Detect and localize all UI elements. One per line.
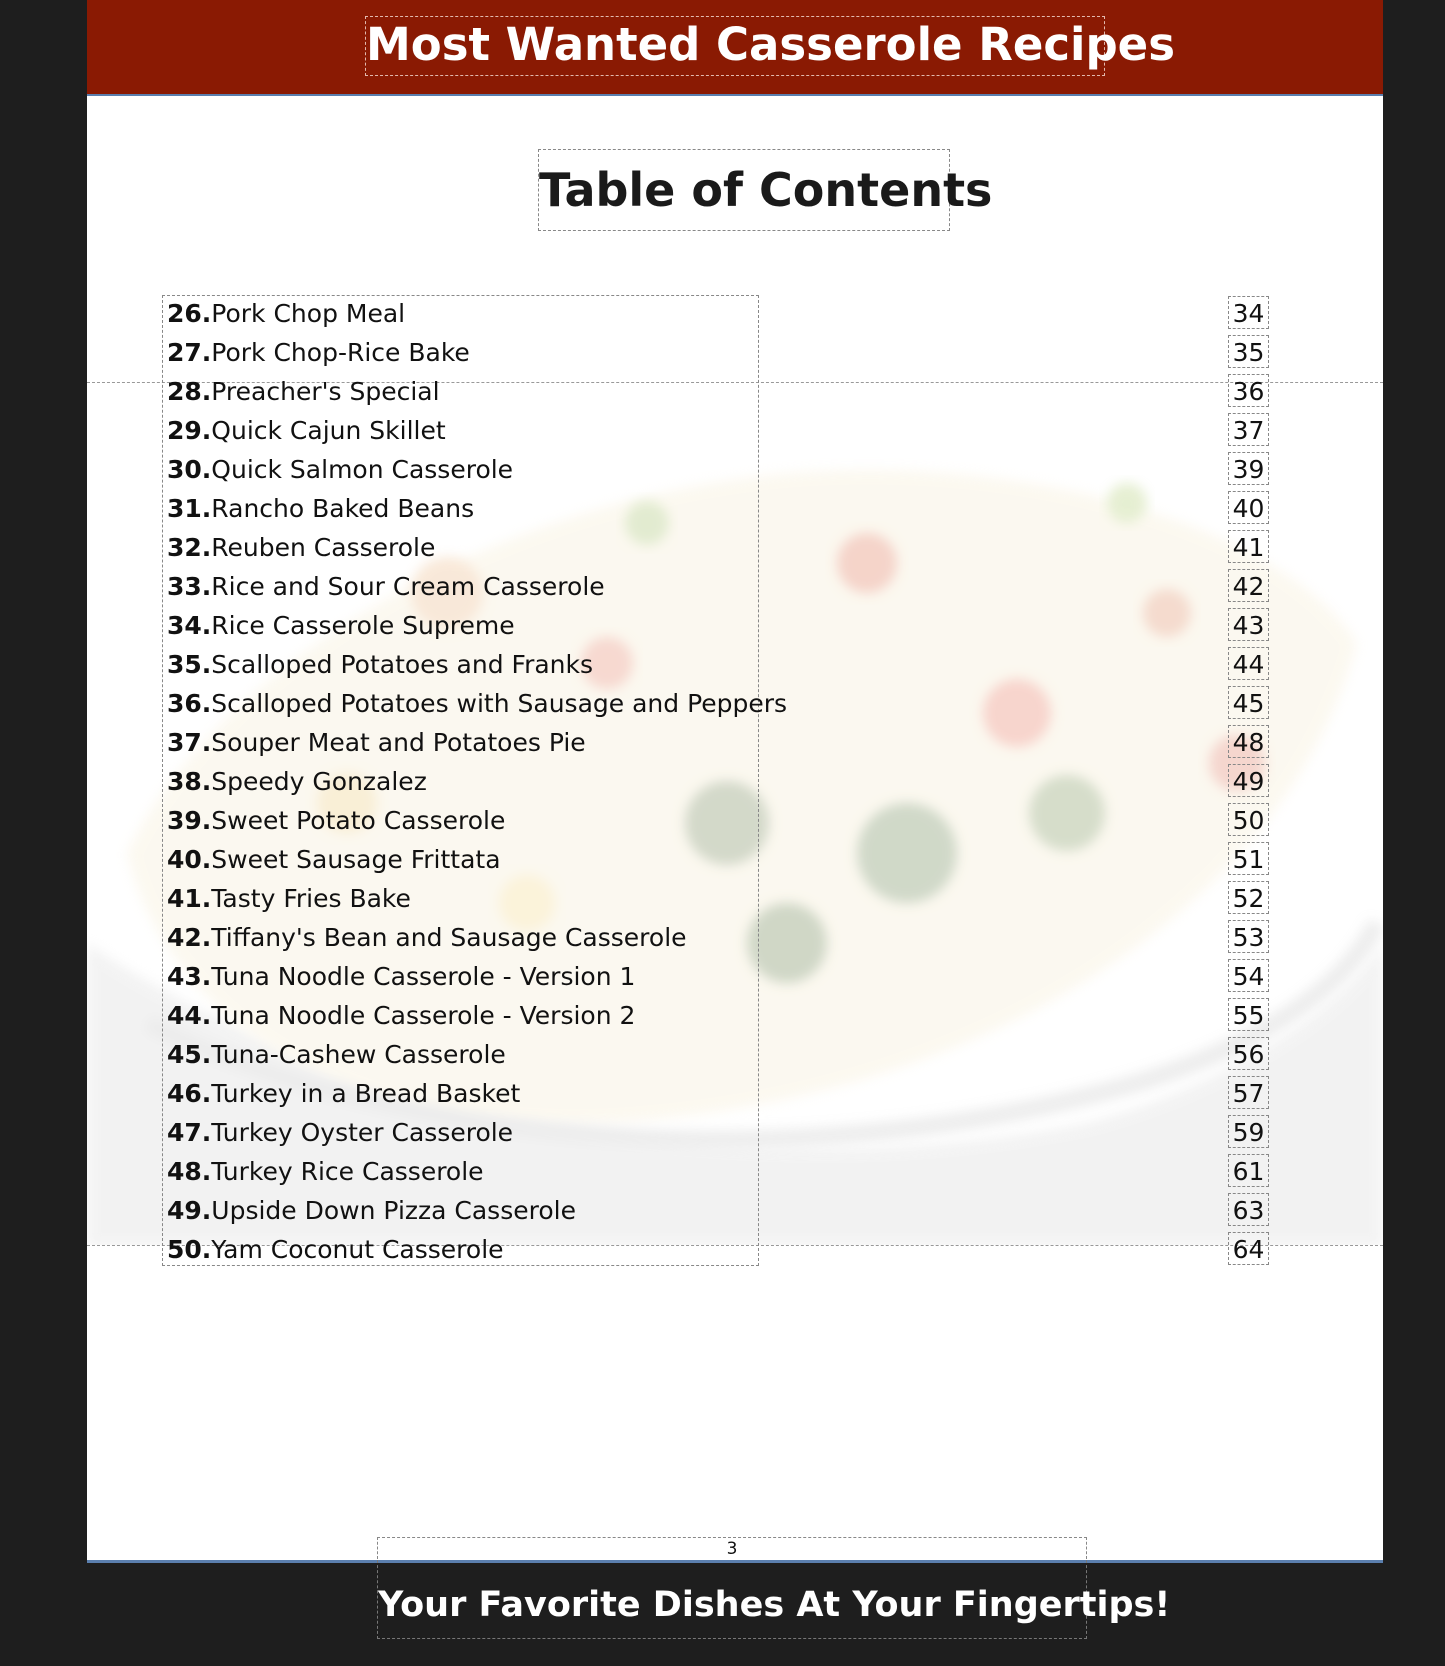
toc-entry-title: Preacher's Special xyxy=(211,377,440,406)
toc-entry xyxy=(167,608,515,644)
toc-entry-number: 44. xyxy=(167,1001,212,1030)
toc-entry-page: 50 xyxy=(1228,803,1269,836)
toc-entry-title: Speedy Gonzalez xyxy=(211,767,427,796)
toc-entry-title: Rice and Sour Cream Casserole xyxy=(211,572,605,601)
toc-entry-page: 61 xyxy=(1228,1154,1269,1187)
toc-entry-page: 57 xyxy=(1228,1076,1269,1109)
toc-entry-title: Rice Casserole Supreme xyxy=(211,611,515,640)
toc-entry-page: 52 xyxy=(1228,881,1269,914)
toc-entry-page: 34 xyxy=(1228,296,1269,329)
toc-entry xyxy=(167,569,605,605)
toc-entry-title: Turkey in a Bread Basket xyxy=(211,1079,521,1108)
toc-entry-number: 46. xyxy=(167,1079,212,1108)
toc-entry-page: 40 xyxy=(1228,491,1269,524)
toc-entry-number: 39. xyxy=(167,806,212,835)
toc-entry-page: 51 xyxy=(1228,842,1269,875)
toc-entry-number: 40. xyxy=(167,845,212,874)
toc-entry-page: 36 xyxy=(1228,374,1269,407)
toc-entry-number: 38. xyxy=(167,767,212,796)
toc-entry-number: 34. xyxy=(167,611,212,640)
toc-entry-title: Sweet Sausage Frittata xyxy=(211,845,501,874)
toc-entry-page: 55 xyxy=(1228,998,1269,1031)
toc-entry-page: 48 xyxy=(1228,725,1269,758)
toc-entry-page: 43 xyxy=(1228,608,1269,641)
toc-entry-number: 30. xyxy=(167,455,212,484)
toc-entry-number: 45. xyxy=(167,1040,212,1069)
toc-entry-number: 41. xyxy=(167,884,212,913)
toc-entry-title: Reuben Casserole xyxy=(211,533,436,562)
toc-entry-title: Pork Chop Meal xyxy=(211,299,406,328)
footer-tagline: Your Favorite Dishes At Your Fingertips! xyxy=(377,1560,1087,1639)
toc-entry-page: 39 xyxy=(1228,452,1269,485)
toc-entry xyxy=(167,296,405,332)
toc-entry-number: 37. xyxy=(167,728,212,757)
toc-title: Table of Contents xyxy=(538,149,950,231)
toc-entry-number: 42. xyxy=(167,923,212,952)
toc-entry-title: Scalloped Potatoes and Franks xyxy=(211,650,594,679)
toc-entry xyxy=(167,1232,504,1268)
toc-entry xyxy=(167,1193,576,1229)
document-page xyxy=(87,0,1383,1666)
toc-titles-column xyxy=(162,295,788,1266)
toc-entry xyxy=(167,335,470,371)
toc-entry xyxy=(167,413,446,449)
toc-entry-title: Rancho Baked Beans xyxy=(211,494,475,523)
toc-entry-number: 26. xyxy=(167,299,212,328)
toc-entry xyxy=(167,998,635,1034)
toc-entry-title: Tasty Fries Bake xyxy=(211,884,411,913)
toc-entry-title: Yam Coconut Casserole xyxy=(211,1235,504,1264)
toc-entry xyxy=(167,920,687,956)
toc-entry xyxy=(167,647,593,683)
toc-entry-page: 54 xyxy=(1228,959,1269,992)
toc-entry-title: Tuna Noodle Casserole - Version 2 xyxy=(211,1001,636,1030)
toc-entry-number: 29. xyxy=(167,416,212,445)
toc-entry-title: Quick Salmon Casserole xyxy=(211,455,514,484)
toc-entry-page: 56 xyxy=(1228,1037,1269,1070)
toc-entry xyxy=(167,842,501,878)
toc-entry-title: Turkey Rice Casserole xyxy=(211,1157,484,1186)
toc-entry-number: 36. xyxy=(167,689,212,718)
toc-entry-page: 59 xyxy=(1228,1115,1269,1148)
toc-entry xyxy=(167,686,787,722)
toc-entry-page: 41 xyxy=(1228,530,1269,563)
toc-page-numbers-column xyxy=(1228,295,1269,1266)
toc-entry-title: Turkey Oyster Casserole xyxy=(211,1118,514,1147)
toc-entry xyxy=(167,452,513,488)
toc-entry-number: 28. xyxy=(167,377,212,406)
toc-entry-title: Upside Down Pizza Casserole xyxy=(211,1196,576,1225)
toc-entry-number: 43. xyxy=(167,962,212,991)
toc-entry-number: 35. xyxy=(167,650,212,679)
toc-entry xyxy=(167,1037,506,1073)
toc-entry-page: 53 xyxy=(1228,920,1269,953)
toc-entry-title: Tuna-Cashew Casserole xyxy=(211,1040,506,1069)
toc-entry xyxy=(167,764,427,800)
toc-entry xyxy=(167,959,635,995)
toc-entry xyxy=(167,530,435,566)
toc-entry-number: 27. xyxy=(167,338,212,367)
toc-entry xyxy=(167,374,440,410)
toc-entry-number: 49. xyxy=(167,1196,212,1225)
toc-entry-number: 47. xyxy=(167,1118,212,1147)
toc-entry-page: 37 xyxy=(1228,413,1269,446)
toc-entry xyxy=(167,881,411,917)
toc-entry-page: 64 xyxy=(1228,1232,1269,1265)
toc-entry-page: 35 xyxy=(1228,335,1269,368)
toc-entry-page: 44 xyxy=(1228,647,1269,680)
toc-entry xyxy=(167,725,586,761)
toc-entry-title: Scalloped Potatoes with Sausage and Peppers xyxy=(211,689,788,718)
toc-entry-number: 33. xyxy=(167,572,212,601)
toc-entry-number: 48. xyxy=(167,1157,212,1186)
toc-entry-number: 32. xyxy=(167,533,212,562)
toc-entry-title: Quick Cajun Skillet xyxy=(211,416,446,445)
toc-entry-title: Souper Meat and Potatoes Pie xyxy=(211,728,586,757)
toc-entry xyxy=(167,803,505,839)
toc-entry-title: Tuna Noodle Casserole - Version 1 xyxy=(211,962,636,991)
toc-entry-page: 45 xyxy=(1228,686,1269,719)
toc-entry-number: 50. xyxy=(167,1235,212,1264)
toc-entry-number: 31. xyxy=(167,494,212,523)
toc-entry-page: 63 xyxy=(1228,1193,1269,1226)
toc-entry-page: 49 xyxy=(1228,764,1269,797)
header-title: Most Wanted Casserole Recipes xyxy=(365,16,1105,76)
toc-entry xyxy=(167,491,474,527)
toc-entry xyxy=(167,1154,484,1190)
toc-entry-page: 42 xyxy=(1228,569,1269,602)
toc-entry-title: Pork Chop-Rice Bake xyxy=(211,338,470,367)
page-number: 3 xyxy=(377,1537,1087,1559)
toc-entry xyxy=(167,1115,513,1151)
toc-entry xyxy=(167,1076,520,1112)
toc-entry-title: Tiffany's Bean and Sausage Casserole xyxy=(211,923,687,952)
toc-entry-title: Sweet Potato Casserole xyxy=(211,806,506,835)
